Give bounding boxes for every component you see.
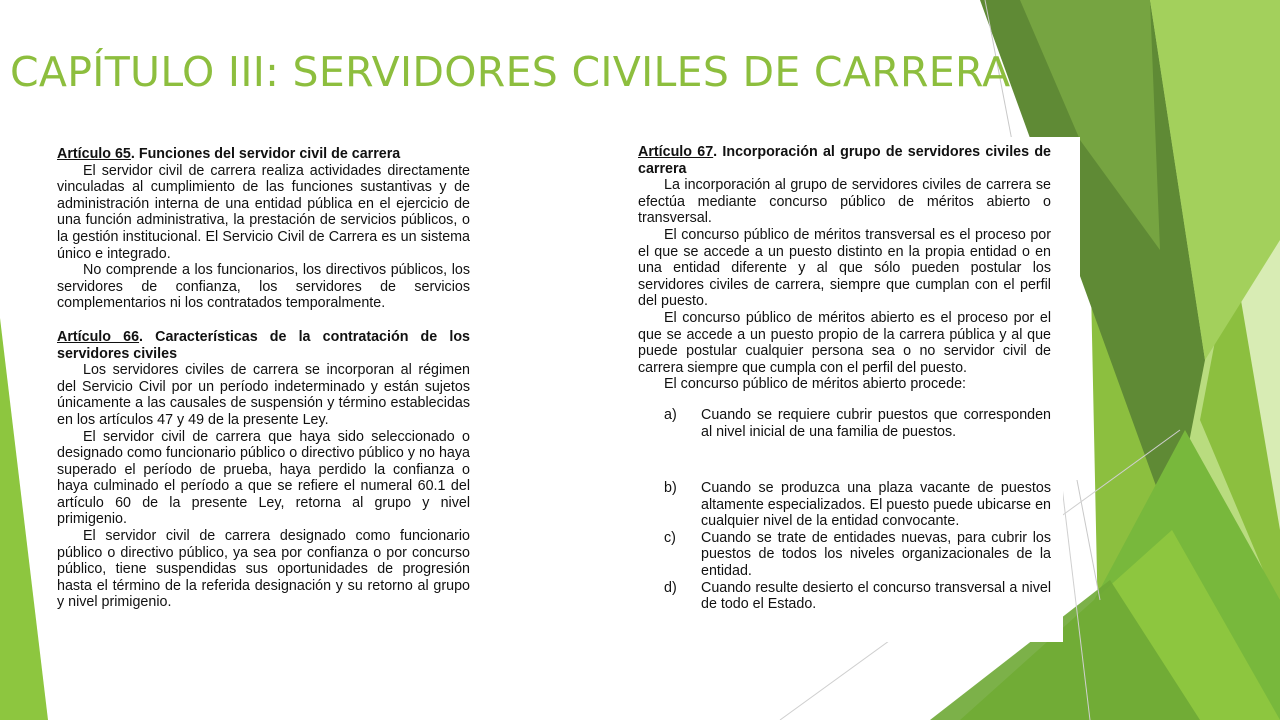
list-item: [638, 480, 1051, 530]
article-67-paragraph-3: El concurso público de méritos abierto es el proceso por el que se accede a un puesto propio de la carrera pública y al que puede postular cualquier persona sea o no servidor civil de carrera siempre que cumpla con el perfil del puesto.: [638, 309, 1051, 376]
article-67-heading: [638, 144, 1051, 177]
article-67-paragraph-2: El concurso público de méritos transversal es el proceso por el que se accede a un puesto distinto en la propia entidad o en una entidad diferente y al que sólo pueden postular los servidores civiles de carrera, siempre que cumplan con el perfil del puesto.: [638, 226, 1051, 310]
list-item: [638, 407, 1051, 440]
left-document-column: [57, 146, 470, 628]
article-65-heading: [57, 146, 470, 163]
right-document-upper: [632, 137, 1080, 480]
article-66-title: . Características de la contratación de los servidores civiles: [57, 328, 471, 362]
article-67-list-upper: [638, 407, 1051, 440]
list-item-letter: d): [664, 579, 677, 596]
article-66-paragraph-3: El servidor civil de carrera designado como funcionario público o directivo público, ya sea por confianza o por concurso público, tiene suspendidas sus oportunidades de progresión hasta el término de la referida designación y su retorno al grupo y nivel primigenio.: [57, 528, 470, 611]
article-67-title: . Incorporación al grupo de servidores civiles de carrera: [638, 144, 1052, 177]
article-66-number: Artículo 66: [57, 328, 140, 345]
list-item: [638, 580, 1051, 613]
article-67-number: Artículo 67: [638, 144, 714, 160]
article-66-heading: [57, 329, 470, 362]
article-65-title: . Funciones del servidor civil de carrera: [130, 146, 401, 162]
list-item-text: Cuando se produzca una plaza vacante de puestos altamente especializados. El puesto puede ubicarse en cualquier nivel de la entidad convocante.: [701, 480, 1051, 530]
list-item: [638, 530, 1051, 580]
article-67-paragraph-1: La incorporación al grupo de servidores civiles de carrera se efectúa mediante concurso público de méritos abierto o transversal.: [638, 177, 1051, 227]
list-item-text: Cuando se requiere cubrir puestos que corresponden al nivel inicial de una familia de puestos.: [701, 406, 1051, 440]
article-66-paragraph-2: El servidor civil de carrera que haya sido seleccionado o designado como funcionario público o directivo público y no haya superado el período de prueba, haya perdido la confianza o haya culminado el período a que se refiere el numeral 60.1 del artículo 60 de la presente Ley, retorna al grupo y nivel primigenio.: [57, 428, 470, 528]
article-65: [57, 146, 470, 312]
article-66-paragraph-1: Los servidores civiles de carrera se incorporan al régimen del Servicio Civil por un período indeterminado y están sujetos únicamente a las causales de suspensión y término establecidas en los artículos 47 y 49 de la presente Ley.: [57, 362, 470, 428]
left-edge-shape: [0, 318, 48, 720]
article-65-paragraph-1: El servidor civil de carrera realiza actividades directamente vinculadas al cumplimiento de las funciones sustantivas y de administración interna de una entidad pública en el ejercicio de una función administrativa, la prestación de servicios públicos, o la gestión institucional. El Servicio Civil de Carrera es un sistema único e integrado.: [57, 162, 470, 262]
article-67-paragraph-4: El concurso público de méritos abierto procede:: [664, 376, 966, 393]
slide-title: CAPÍTULO III: SERVIDORES CIVILES DE CARRERA: [10, 48, 1011, 96]
list-item-text: Cuando se trate de entidades nuevas, para cubrir los puestos de todos los niveles organizacionales de la entidad.: [701, 529, 1051, 579]
list-item-letter: c): [664, 529, 676, 546]
list-item-letter: b): [664, 480, 677, 496]
right-document-lower: [632, 480, 1063, 642]
article-65-paragraph-2: No comprende a los funcionarios, los directivos públicos, los servidores de confianza, los servidores de servicios complementarios ni los contratados temporalmente.: [57, 262, 470, 312]
list-item-text: Cuando resulte desierto el concurso transversal a nivel de todo el Estado.: [701, 579, 1051, 613]
list-item-letter: a): [664, 406, 677, 423]
article-66: [57, 329, 470, 611]
article-65-number: Artículo 65: [57, 146, 131, 162]
